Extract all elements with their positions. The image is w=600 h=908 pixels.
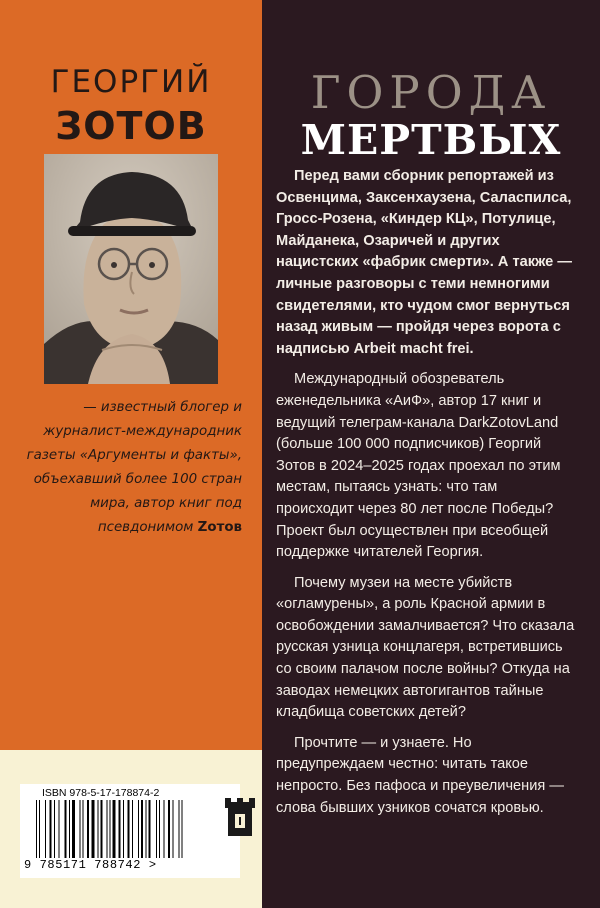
author-photo [44,154,218,384]
author-first-name: ГЕОРГИЙ [50,64,212,100]
blurb-paragraph: Международный обозреватель еженедельника «АиФ», автор 17 книг и ведущий телеграм-канала DarkZotovLand (больше 100 000 подписчиков) Георгий Зотов в 2024–2025 годах проехал по этим местам, пытаясь узнать: что там происходит через 80 лет после Победы? Проект был осуществлен при всеобщей поддержке читателей Георгия. [276,371,561,561]
author-pseudonym: Zотов [197,520,242,535]
blurb-paragraph: Прочтите — и узнаете. Но предупреждаем честно: читать такое непросто. Без пафоса и преувеличения — слова бывших узников сочатся кровью. [276,734,564,816]
blurb-paragraph: Почему музеи на месте убийств «огламурены», а роль Красной армии в освобождении замалчивается? Что сказала русская узница концлагеря, встретившись со своим палачом после войны? Откуда на заводах немецких автогигантов тайные кладбища советских детей? [276,574,575,721]
author-bio [20,396,242,540]
book-title-line1: ГОРОДА [310,66,552,119]
barcode-icon [36,800,232,858]
barcode-digits: 9 785171 788742 > [24,858,157,872]
blurb-paragraph: Перед вами сборник репортажей из Освенцима, Заксенхаузена, Саласпилса, Гросс-Розена, «Киндер КЦ», Потулице, Майданека, Озаричей и других нацистских «фабрик смерти». А также — личные разговоры с теми немногими свидетелями, кто чудом смог вернуться назад живым — пройдя через ворота с надписью Arbeit macht frei. [276,168,572,357]
isbn-label: ISBN 978-5-17-178874-2 [42,787,160,799]
book-title-line2: МЕРТВЫХ [300,116,562,164]
tower-logo-icon [222,798,258,838]
blurb-text [276,166,576,819]
author-last-name: ЗОТОВ [55,104,207,148]
author-bio-text: — известный блогер и журналист-международник газеты «Аргументы и факты», объехавший более 100 стран мира, автор книг под псевдонимом [26,400,242,535]
barcode-block [20,784,240,878]
author-portrait-image [44,154,218,384]
